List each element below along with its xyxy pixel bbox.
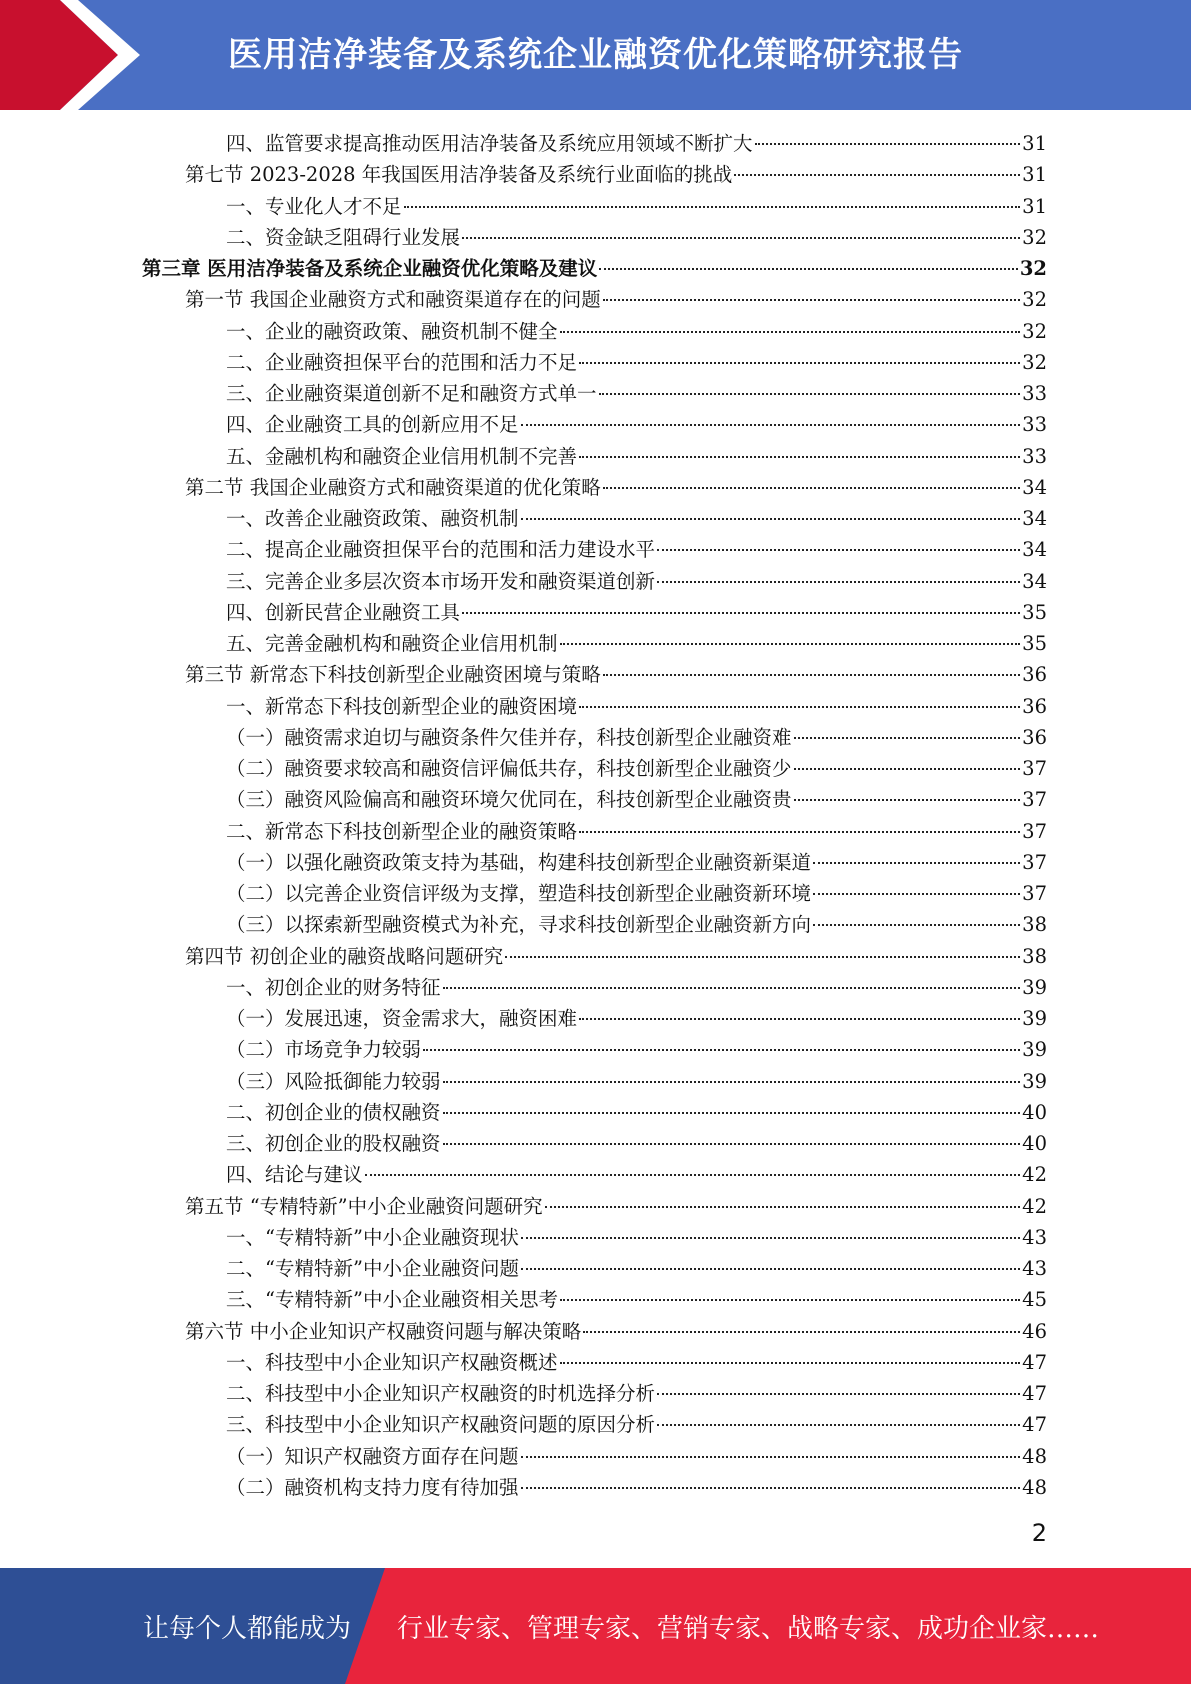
toc-dot-leader — [579, 456, 1020, 458]
toc-entry-page: 43 — [1022, 1225, 1047, 1249]
toc-dot-leader — [599, 393, 1021, 395]
toc-entry[interactable] — [185, 159, 1047, 190]
toc-entry-page: 31 — [1022, 132, 1047, 155]
toc-entry-title: 五、完善金融机构和融资企业信用机制 — [226, 632, 558, 655]
toc-entry-page: 33 — [1022, 444, 1047, 468]
toc-entry-page: 31 — [1022, 163, 1047, 187]
toc-entry-page: 48 — [1022, 1444, 1047, 1468]
toc-entry-title: （一）融资需求迫切与融资条件欠佳并存，科技创新型企业融资难 — [226, 725, 792, 749]
toc-entry-page: 36 — [1022, 725, 1047, 749]
toc-dot-leader — [579, 1018, 1020, 1020]
toc-entry-title: （二）市场竞争力较弱 — [226, 1038, 422, 1062]
toc-entry-page: 32 — [1022, 350, 1047, 374]
toc-entry-page: 32 — [1022, 288, 1047, 312]
toc-entry[interactable] — [226, 222, 1047, 253]
footer-banner — [0, 1568, 1191, 1684]
toc-entry[interactable] — [226, 191, 1047, 222]
toc-entry-title: 二、“专精特新”中小企业融资问题 — [226, 1257, 519, 1280]
toc-entry-page: 37 — [1022, 819, 1047, 843]
toc-dot-leader — [521, 1456, 1021, 1458]
toc-entry[interactable] — [226, 1378, 1047, 1409]
toc-entry-title: （三）融资风险偏高和融资环境欠优同在，科技创新型企业融资贵 — [226, 788, 792, 812]
toc-entry-page: 34 — [1022, 538, 1047, 562]
toc-entry[interactable] — [226, 722, 1047, 753]
toc-entry[interactable] — [226, 1034, 1047, 1065]
toc-entry[interactable] — [226, 316, 1047, 347]
toc-entry[interactable] — [142, 253, 1047, 284]
toc-entry[interactable] — [226, 691, 1047, 722]
toc-dot-leader — [443, 1143, 1021, 1145]
toc-dot-leader — [813, 924, 1020, 926]
toc-dot-leader — [603, 299, 1020, 301]
toc-entry[interactable] — [226, 628, 1047, 659]
toc-entry-page: 36 — [1022, 663, 1047, 687]
toc-dot-leader — [657, 1393, 1020, 1395]
toc-entry-title: 第七节 2023-2028 年我国医用洁净装备及系统行业面临的挑战 — [185, 163, 733, 187]
toc-dot-leader — [579, 831, 1020, 833]
toc-entry[interactable] — [226, 1097, 1047, 1128]
toc-entry[interactable] — [226, 566, 1047, 597]
toc-entry-page: 47 — [1022, 1350, 1047, 1374]
toc-entry-page: 40 — [1022, 1100, 1047, 1124]
toc-entry-page: 39 — [1022, 975, 1047, 999]
toc-entry[interactable] — [226, 1222, 1047, 1253]
toc-entry[interactable] — [185, 472, 1047, 503]
toc-entry-page: 32 — [1022, 319, 1047, 343]
toc-entry-page: 39 — [1022, 1069, 1047, 1093]
toc-entry-title: 第二节 我国企业融资方式和融资渠道的优化策略 — [185, 475, 601, 499]
toc-entry-page: 39 — [1022, 1007, 1047, 1030]
toc-entry-title: 一、改善企业融资政策、融资机制 — [226, 507, 519, 530]
toc-entry-page: 42 — [1022, 1194, 1047, 1218]
toc-entry[interactable] — [226, 816, 1047, 847]
toc-entry-page: 35 — [1022, 600, 1047, 624]
toc-entry-page: 36 — [1022, 694, 1047, 718]
toc-dot-leader — [560, 643, 1021, 645]
toc-entry-page: 37 — [1022, 882, 1047, 905]
toc-dot-leader — [443, 1112, 1021, 1114]
toc-dot-leader — [505, 956, 1020, 958]
toc-entry[interactable] — [226, 1066, 1047, 1097]
toc-dot-leader — [521, 1237, 1020, 1239]
page-number: 2 — [1031, 1519, 1047, 1547]
toc-entry-title: 第五节 “专精特新”中小企业融资问题研究 — [185, 1194, 543, 1218]
toc-entry-title: 第六节 中小企业知识产权融资问题与解决策略 — [185, 1319, 582, 1343]
toc-dot-leader — [521, 518, 1021, 520]
toc-dot-leader — [599, 268, 1018, 270]
toc-entry-title: 四、企业融资工具的创新应用不足 — [226, 413, 519, 437]
toc-entry[interactable] — [226, 1128, 1047, 1159]
toc-entry-title: 二、企业融资担保平台的范围和活力不足 — [226, 350, 578, 374]
toc-entry-title: 一、科技型中小企业知识产权融资概述 — [226, 1350, 558, 1374]
toc-entry[interactable] — [226, 878, 1047, 909]
toc-entry-title: 五、金融机构和融资企业信用机制不完善 — [226, 444, 578, 468]
toc-dot-leader — [521, 424, 1021, 426]
toc-entry-title: 第四节 初创企业的融资战略问题研究 — [185, 944, 504, 968]
toc-entry[interactable] — [226, 1409, 1047, 1440]
toc-entry[interactable] — [185, 284, 1047, 315]
toc-entry-title: 二、提高企业融资担保平台的范围和活力建设水平 — [226, 538, 656, 562]
toc-entry-title: （二）以完善企业资信评级为支撑，塑造科技创新型企业融资新环境 — [226, 882, 812, 905]
toc-entry[interactable] — [226, 1347, 1047, 1378]
toc-entry-title: 第一节 我国企业融资方式和融资渠道存在的问题 — [185, 288, 601, 312]
toc-dot-leader — [560, 1299, 1020, 1301]
toc-dot-leader — [657, 1424, 1020, 1426]
toc-entry-title: 四、创新民营企业融资工具 — [226, 600, 461, 624]
toc-entry-page: 48 — [1022, 1475, 1047, 1499]
toc-entry-page: 34 — [1022, 507, 1047, 530]
toc-dot-leader — [462, 237, 1020, 239]
toc-entry-title: 一、新常态下科技创新型企业的融资困境 — [226, 694, 578, 718]
toc-entry-title: 三、完善企业多层次资本市场开发和融资渠道创新 — [226, 569, 656, 593]
toc-entry-page: 34 — [1022, 475, 1047, 499]
toc-dot-leader — [404, 206, 1021, 208]
toc-entry[interactable] — [185, 1316, 1047, 1347]
toc-entry-page: 47 — [1022, 1382, 1047, 1405]
header-arrow-graphic — [0, 0, 150, 110]
toc-dot-leader — [579, 706, 1020, 708]
toc-dot-leader — [755, 143, 1021, 145]
toc-entry-page: 32 — [1019, 257, 1047, 280]
toc-dot-leader — [579, 362, 1020, 364]
header-banner — [0, 0, 1191, 110]
toc-entry[interactable] — [185, 1191, 1047, 1222]
toc-dot-leader — [813, 893, 1020, 895]
footer-slogan-right: 行业专家、管理专家、营销专家、战略专家、成功企业家…… — [397, 1614, 1100, 1644]
toc-dot-leader — [813, 862, 1020, 864]
toc-dot-leader — [657, 581, 1020, 583]
toc-entry[interactable] — [226, 784, 1047, 815]
toc-entry[interactable] — [226, 534, 1047, 565]
toc-dot-leader — [365, 1174, 1021, 1176]
toc-entry[interactable] — [185, 941, 1047, 972]
toc-entry[interactable] — [226, 441, 1047, 472]
toc-entry-title: （二）融资要求较高和融资信评偏低共存，科技创新型企业融资少 — [226, 757, 792, 780]
toc-entry-page: 37 — [1022, 788, 1047, 812]
toc-entry[interactable] — [226, 909, 1047, 940]
toc-dot-leader — [560, 1362, 1021, 1364]
toc-entry-page: 34 — [1022, 569, 1047, 593]
toc-dot-leader — [443, 987, 1021, 989]
toc-entry-title: （三）风险抵御能力较弱 — [226, 1069, 441, 1093]
toc-entry-page: 40 — [1022, 1132, 1047, 1155]
toc-entry[interactable] — [226, 378, 1047, 409]
toc-entry[interactable] — [226, 503, 1047, 534]
toc-entry[interactable] — [226, 128, 1047, 159]
toc-entry[interactable] — [226, 1253, 1047, 1284]
toc-entry[interactable] — [226, 972, 1047, 1003]
report-title: 医用洁净装备及系统企业融资优化策略研究报告 — [228, 35, 963, 75]
toc-entry[interactable] — [226, 347, 1047, 378]
toc-entry-title: 二、资金缺乏阻碍行业发展 — [226, 225, 461, 249]
toc-entry-title: 三、“专精特新”中小企业融资相关思考 — [226, 1288, 558, 1312]
toc-dot-leader — [443, 1081, 1021, 1083]
toc-entry-title: （一）以强化融资政策支持为基础，构建科技创新型企业融资新渠道 — [226, 850, 812, 874]
toc-entry-page: 47 — [1022, 1413, 1047, 1437]
toc-entry-title: 三、科技型中小企业知识产权融资问题的原因分析 — [226, 1413, 656, 1437]
toc-entry[interactable] — [226, 1472, 1047, 1503]
toc-entry-title: 二、科技型中小企业知识产权融资的时机选择分析 — [226, 1382, 656, 1405]
toc-dot-leader — [583, 1331, 1020, 1333]
toc-entry[interactable] — [226, 753, 1047, 784]
toc-entry-title: 二、新常态下科技创新型企业的融资策略 — [226, 819, 578, 843]
toc-entry-title: 一、初创企业的财务特征 — [226, 975, 441, 999]
toc-entry-title: 三、初创企业的股权融资 — [226, 1132, 441, 1155]
toc-entry-title: 第三章 医用洁净装备及系统企业融资优化策略及建议 — [142, 257, 598, 280]
toc-entry-title: 一、企业的融资政策、融资机制不健全 — [226, 319, 558, 343]
toc-entry-page: 37 — [1022, 850, 1047, 874]
toc-entry-page: 45 — [1022, 1288, 1047, 1312]
toc-dot-leader — [603, 487, 1020, 489]
toc-entry-page: 42 — [1022, 1163, 1047, 1187]
toc-entry-title: 第三节 新常态下科技创新型企业融资困境与策略 — [185, 663, 601, 687]
toc-dot-leader — [560, 331, 1021, 333]
toc-entry[interactable] — [226, 847, 1047, 878]
toc-entry[interactable] — [226, 1284, 1047, 1315]
toc-entry-page: 31 — [1022, 194, 1047, 218]
toc-entry-page: 33 — [1022, 413, 1047, 437]
toc-entry-title: 四、监管要求提高推动医用洁净装备及系统应用领域不断扩大 — [226, 132, 753, 155]
toc-entry-title: 四、结论与建议 — [226, 1163, 363, 1187]
toc-entry-title: （二）融资机构支持力度有待加强 — [226, 1475, 519, 1499]
toc-dot-leader — [794, 737, 1021, 739]
toc-dot-leader — [462, 612, 1020, 614]
toc-dot-leader — [423, 1049, 1020, 1051]
toc-entry[interactable] — [226, 1003, 1047, 1034]
toc-entry[interactable] — [185, 659, 1047, 690]
toc-entry-title: （一）知识产权融资方面存在问题 — [226, 1444, 519, 1468]
toc-dot-leader — [734, 174, 1020, 176]
toc-entry[interactable] — [226, 597, 1047, 628]
toc-entry-page: 33 — [1022, 382, 1047, 405]
toc-entry-page: 43 — [1022, 1257, 1047, 1280]
toc-entry-title: 三、企业融资渠道创新不足和融资方式单一 — [226, 382, 597, 405]
toc-entry-title: 一、专业化人才不足 — [226, 194, 402, 218]
toc-dot-leader — [603, 674, 1020, 676]
toc-entry-title: 二、初创企业的债权融资 — [226, 1100, 441, 1124]
toc-entry-title: （三）以探索新型融资模式为补充，寻求科技创新型企业融资新方向 — [226, 913, 812, 937]
toc-entry-title: 一、“专精特新”中小企业融资现状 — [226, 1225, 519, 1249]
toc-dot-leader — [794, 768, 1021, 770]
toc-entry-page: 37 — [1022, 757, 1047, 780]
footer-slogan-left: 让每个人都能成为 — [143, 1614, 352, 1644]
toc-entry-page: 39 — [1022, 1038, 1047, 1062]
toc-dot-leader — [794, 799, 1021, 801]
toc-dot-leader — [657, 549, 1020, 551]
toc-entry-page: 46 — [1022, 1319, 1047, 1343]
toc-dot-leader — [521, 1268, 1020, 1270]
toc-entry-title: （一）发展迅速，资金需求大，融资困难 — [226, 1007, 578, 1030]
toc-entry-page: 35 — [1022, 632, 1047, 655]
toc-entry[interactable] — [226, 1441, 1047, 1472]
toc-entry-page: 38 — [1022, 913, 1047, 937]
toc-entry[interactable] — [226, 1159, 1047, 1190]
toc-entry[interactable] — [226, 409, 1047, 440]
toc-entry-page: 32 — [1022, 225, 1047, 249]
toc-dot-leader — [521, 1487, 1021, 1489]
toc-dot-leader — [545, 1206, 1021, 1208]
toc-entry-page: 38 — [1022, 944, 1047, 968]
